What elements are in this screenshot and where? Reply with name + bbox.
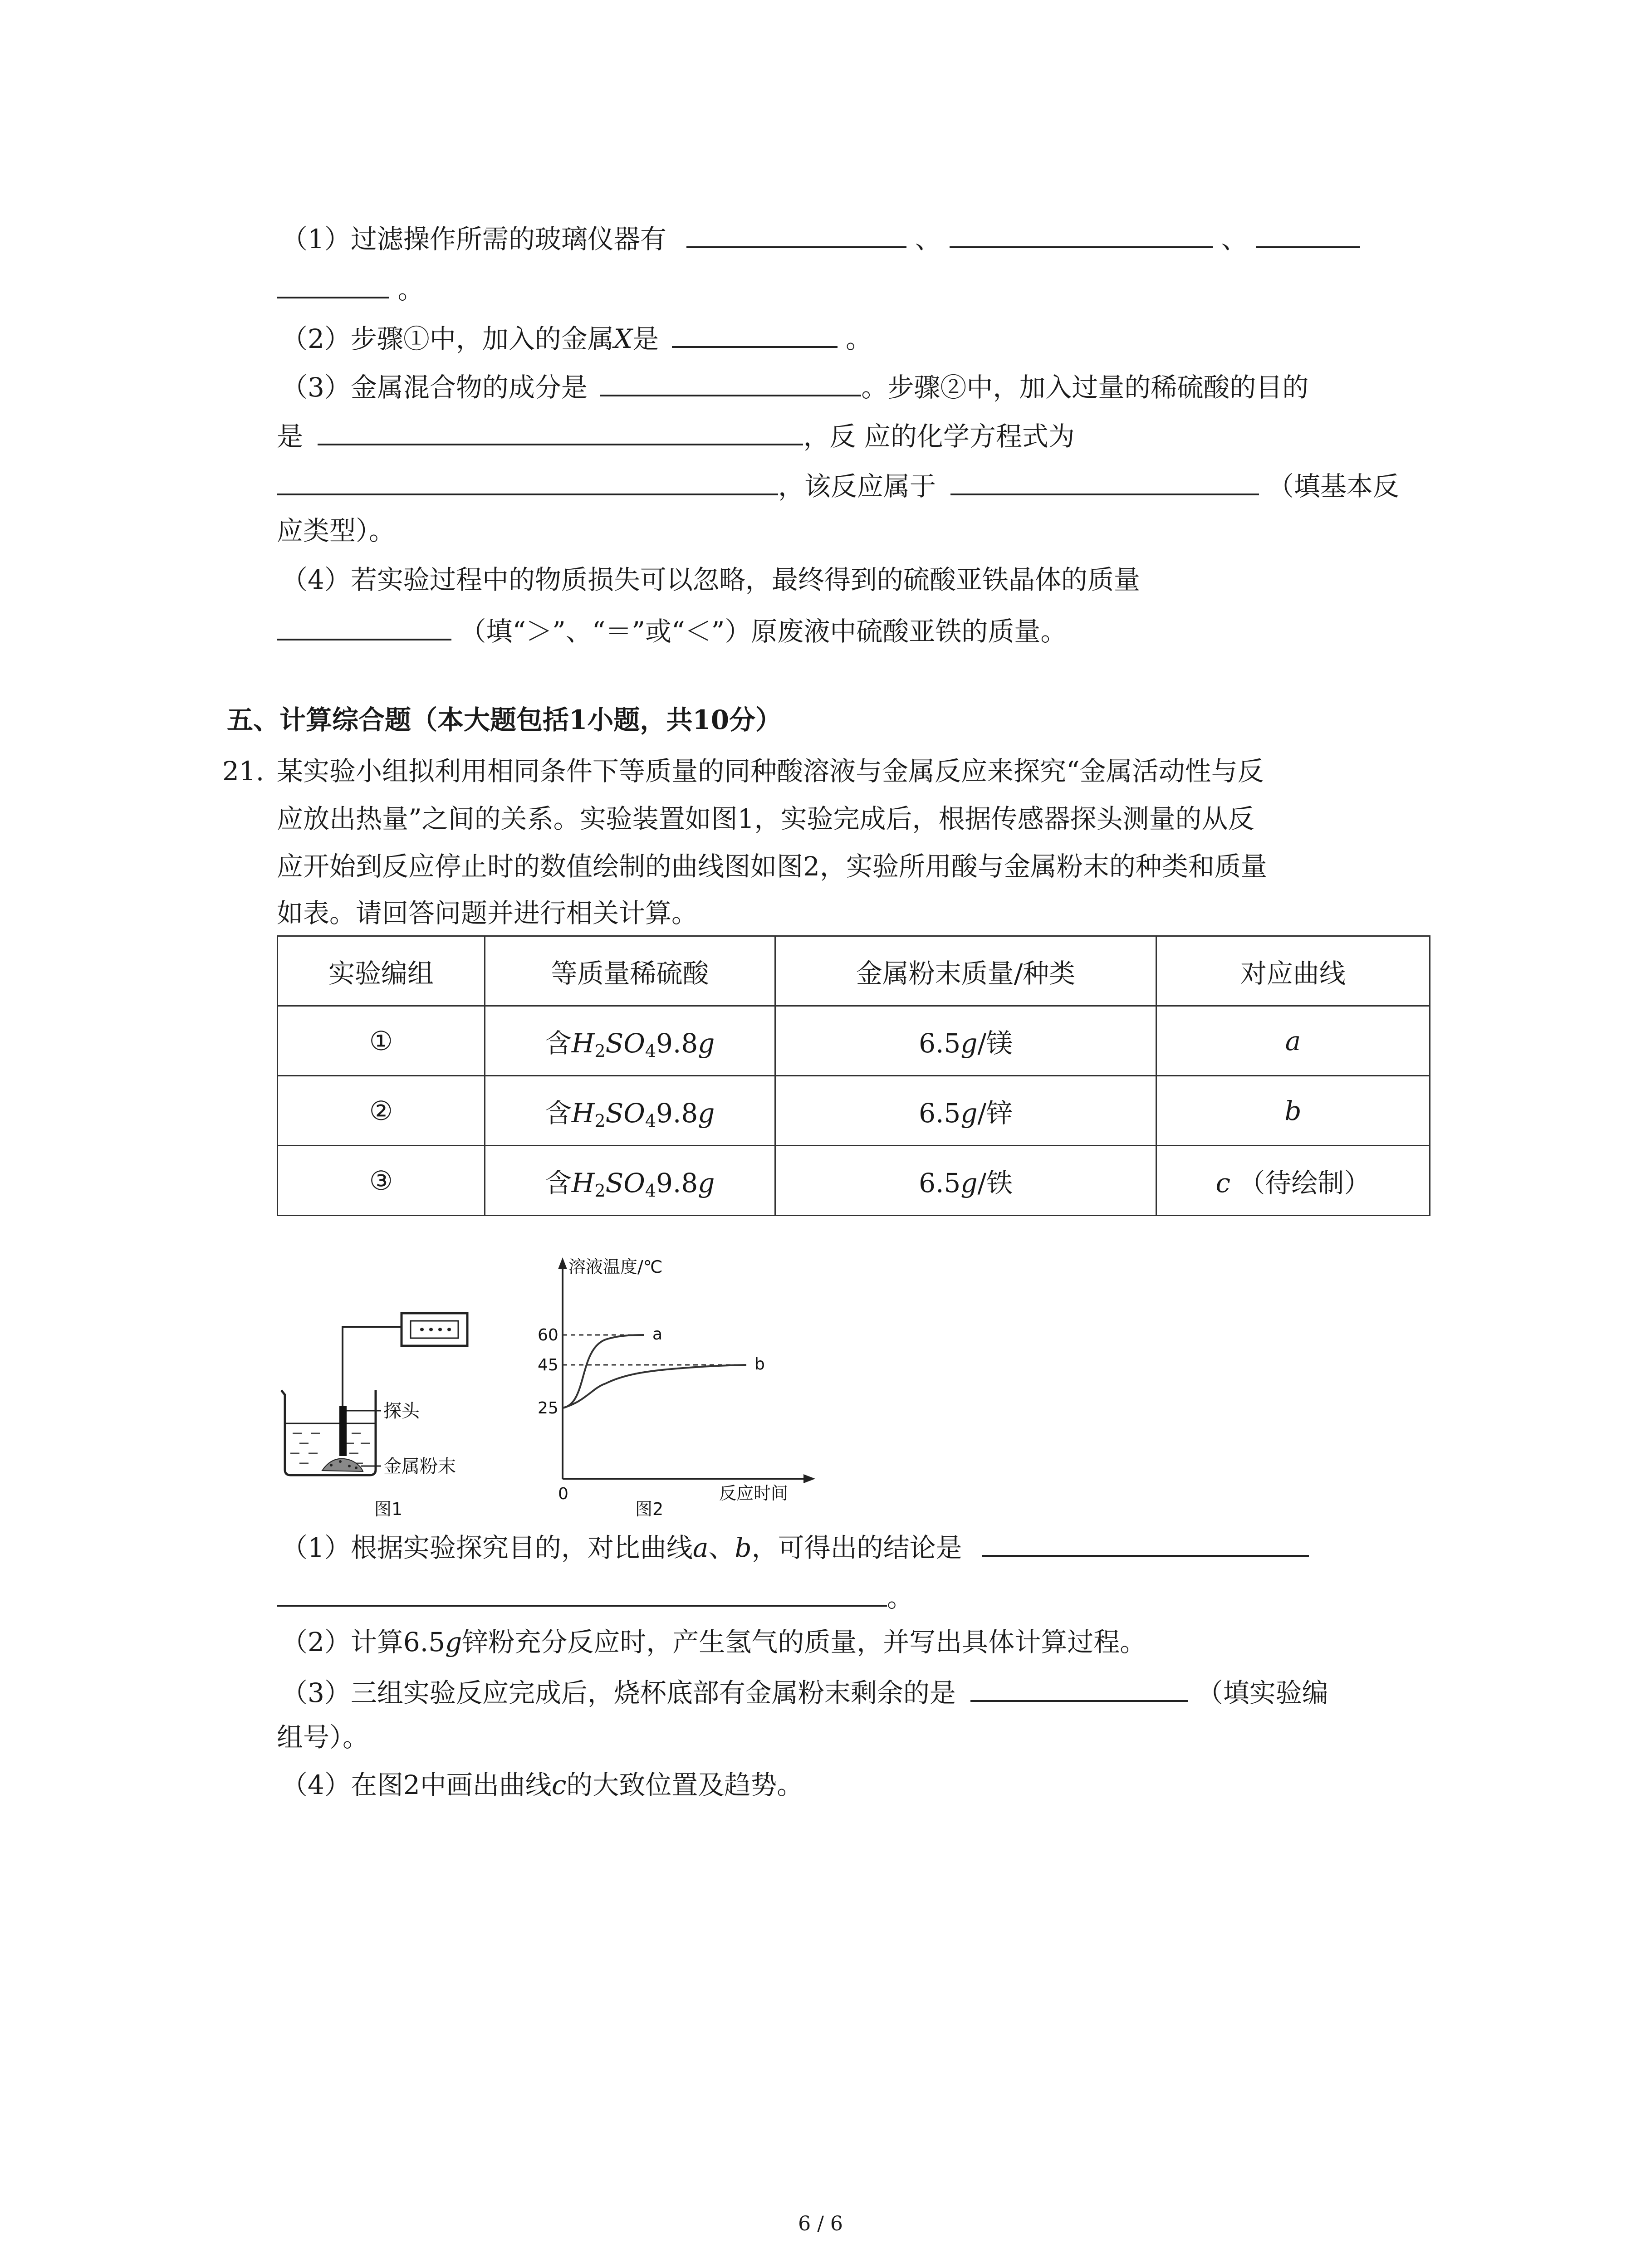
line-end: 。: [887, 1582, 914, 1613]
question-number: 21.: [222, 756, 265, 787]
q21-sub1-line2: [277, 1579, 913, 1613]
q21-sub3-line2: [277, 1721, 369, 1753]
group-cell: ①: [278, 1006, 485, 1076]
answer-blank-glassware-1[interactable]: [686, 220, 906, 248]
curve-cell: a: [1156, 1006, 1430, 1076]
y-tick-45: 45: [538, 1356, 558, 1374]
q21-stem-line2: [277, 803, 1254, 835]
q21-sub2-prefix: （2）计算: [281, 1627, 403, 1657]
acid-cell: 含$H_2SO_49.8g$: [485, 1006, 775, 1076]
q20-part3-prefix: （3）金属混合物的成分是: [281, 372, 588, 403]
q21-stem-text-2: 应放出热量”之间的关系。实验装置如图1，实验完成后，根据传感器探头测量的从反: [277, 803, 1254, 834]
q21-sub4-rest: 的大致位置及趋势。: [566, 1769, 803, 1800]
group-cell: ②: [278, 1076, 485, 1146]
q21-stem-text-4: 如表。请回答问题并进行相关计算。: [277, 898, 698, 929]
q21-sub3-prefix: （3）三组实验反应完成后，烧杯底部有金属粉末剩余的是: [281, 1677, 956, 1708]
table-row: [278, 1006, 1430, 1076]
figure-1-caption: 图1: [374, 1499, 403, 1519]
curve-cell: b: [1156, 1076, 1430, 1146]
y-axis-arrow: [558, 1257, 567, 1269]
figure-1-apparatus: [272, 1302, 490, 1529]
sensor-display: [402, 1313, 467, 1346]
mass-unit: g: [445, 1627, 462, 1657]
metal-cell: 6.5g/锌: [775, 1076, 1156, 1146]
table-header-cell: 对应曲线: [1156, 936, 1430, 1006]
acid-cell: 含$H_2SO_49.8g$: [485, 1076, 775, 1146]
metal-x-var: X: [613, 323, 633, 354]
q20-part2-mid: 是: [632, 323, 659, 354]
q21-sub2: [281, 1626, 1146, 1658]
liquid-hatching: [290, 1433, 370, 1463]
x-axis-arrow: [803, 1474, 815, 1483]
y-tick-60: 60: [538, 1326, 558, 1344]
separator: 、: [708, 1532, 735, 1563]
q21-sub3-line2-text: 组号）。: [277, 1722, 369, 1753]
separator: 、: [1221, 224, 1248, 254]
answer-blank-conclusion-1[interactable]: [982, 1529, 1309, 1557]
answer-blank-group[interactable]: [970, 1674, 1188, 1702]
metal-cell: 6.5g/铁: [775, 1146, 1156, 1216]
answer-blank-glassware-2[interactable]: [950, 220, 1213, 248]
q21-stem-line3: [277, 850, 1267, 882]
q21-sub2-rest: 锌粉充分反应时，产生氢气的质量，并写出具体计算过程。: [462, 1627, 1146, 1657]
q20-part3-line4: [277, 515, 395, 547]
answer-blank-equation[interactable]: [277, 467, 778, 495]
table-header-cell: 实验编组: [278, 936, 485, 1006]
curve-a-label: a: [652, 1325, 663, 1344]
q20-part1-prefix: （1）过滤操作所需的玻璃仪器有: [281, 224, 666, 254]
q20-part2: [281, 320, 872, 355]
q20-part3-mid: 。步骤②中，加入过量的稀硫酸的目的: [861, 372, 1309, 403]
table-header-row: [278, 936, 1430, 1006]
q21-sub1-prefix: （1）根据实验探究目的，对比曲线: [281, 1532, 693, 1563]
curve-b: [563, 1365, 746, 1408]
y-tick-25: 25: [538, 1399, 558, 1418]
figure-2-chart: [533, 1252, 823, 1529]
q21-stem-text-3: 应开始到反应停止时的数值绘制的曲线图如图2，实验所用酸与金属粉末的种类和质量: [277, 851, 1267, 882]
table-header-cell: 等质量稀硫酸: [485, 936, 775, 1006]
curve-a: [563, 1335, 644, 1408]
q20-part3-line1: [281, 368, 1308, 403]
curve-a-ref: a: [692, 1532, 709, 1563]
section-title: [227, 704, 782, 736]
origin-label: 0: [558, 1485, 568, 1503]
q21-sub4-prefix: （4）在图2中画出曲线: [281, 1769, 552, 1800]
q20-part3-line4-text: 应类型）。: [277, 515, 396, 546]
q21-sub1-mid: ，可得出的结论是: [751, 1532, 962, 1563]
q20-part3-line3-mid: ，该反应属于: [778, 471, 936, 502]
q20-part2-prefix: （2）步骤①中，加入的金属: [281, 323, 614, 354]
q21-sub1-line1: [281, 1529, 1309, 1564]
q21-sub3-line1: [281, 1674, 1328, 1709]
metal-cell: 6.5g/镁: [775, 1006, 1156, 1076]
acid-cell: 含$H_2SO_49.8g$: [485, 1146, 775, 1216]
x-axis-label: 反应时间: [719, 1483, 789, 1503]
q20-part3-line2-prefix: 是: [277, 421, 304, 452]
sensor-wire: [343, 1327, 402, 1406]
figure-2-caption: 图2: [635, 1499, 664, 1519]
q21-stem-line4: [277, 897, 698, 929]
answer-blank-glassware-3b[interactable]: [277, 270, 389, 298]
q20-part3-line3-end: （填基本反: [1267, 471, 1399, 502]
separator: 、: [915, 224, 941, 254]
q20-part1-line1: [281, 220, 1360, 255]
answer-blank-purpose[interactable]: [318, 417, 803, 445]
line-end: 。: [846, 323, 872, 354]
answer-blank-compare[interactable]: [277, 612, 451, 640]
q21-stem-text-1: 某实验小组拟利用相同条件下等质量的同种酸溶液与金属反应来探究“金属活动性与反: [277, 756, 1264, 787]
q20-part4-line2: [277, 612, 1067, 647]
sensor-screen: [411, 1321, 458, 1338]
answer-blank-mixture[interactable]: [600, 368, 861, 396]
page-number: 6 / 6: [798, 2212, 843, 2235]
probe: [339, 1406, 347, 1456]
curve-cell: c （待绘制）: [1156, 1146, 1430, 1216]
q21-sub4: [281, 1769, 803, 1801]
q21-sub3-end: （填实验编: [1196, 1677, 1328, 1708]
answer-blank-reaction-type[interactable]: [950, 467, 1259, 495]
q21-stem-line1: [277, 755, 1264, 787]
metal-powder: [322, 1459, 363, 1471]
curve-b-ref: b: [735, 1532, 752, 1563]
answer-blank-metal-x[interactable]: [672, 320, 838, 348]
curve-c-ref: c: [551, 1769, 567, 1800]
answer-blank-glassware-3a[interactable]: [1256, 220, 1360, 248]
answer-blank-conclusion-2[interactable]: [277, 1579, 887, 1607]
line-end: 。: [397, 274, 424, 305]
q21-number: [222, 755, 264, 787]
table-row: [278, 1076, 1430, 1146]
q20-part3-line2: [277, 417, 1075, 452]
q20-part1-line2: [277, 270, 424, 305]
group-cell: ③: [278, 1146, 485, 1216]
q20-part3-line3: [277, 467, 1399, 502]
q20-part3-line2-mid: ，反 应的化学方程式为: [803, 421, 1075, 452]
section-title-text: 五、计算综合题（本大题包括1小题，共10分）: [227, 704, 782, 735]
zinc-mass: 6.5: [403, 1627, 446, 1657]
table-header-cell: 金属粉末质量/种类: [775, 936, 1156, 1006]
powder-label: 金属粉末: [383, 1456, 456, 1477]
probe-label: 探头: [383, 1401, 420, 1422]
q20-part4-line1: [281, 564, 1140, 596]
q20-part4-line2-text: （填“＞”、“＝”或“＜”）原废液中硫酸亚铁的质量。: [460, 616, 1067, 647]
y-axis-label: 溶液温度/℃: [568, 1257, 663, 1277]
curve-b-label: b: [754, 1355, 765, 1374]
experiment-table: [277, 935, 1430, 1216]
q20-part4-line1-text: （4）若实验过程中的物质损失可以忽略，最终得到的硫酸亚铁晶体的质量: [281, 564, 1140, 595]
table-row: [278, 1146, 1430, 1216]
